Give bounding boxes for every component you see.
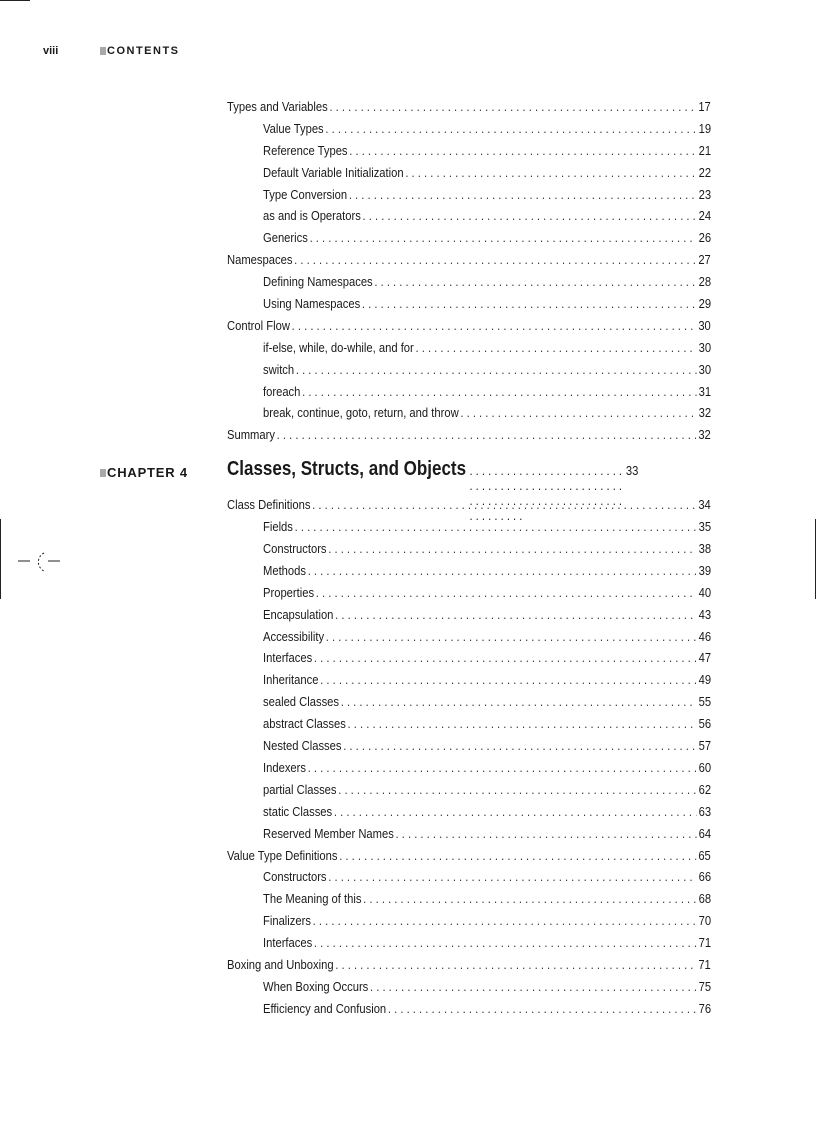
chapter-heading[interactable] [107,458,711,488]
shaded-bullet-icon [100,469,106,477]
toc-subentry[interactable] [263,337,711,359]
toc-entry-label: Reserved Member Names [263,825,394,841]
toc-entry-page: 64 [698,825,712,841]
dot-leader [349,140,696,162]
toc-entry-label: The Meaning of this [263,891,362,907]
chapter-spacer [227,446,711,458]
dot-leader [292,315,696,337]
toc-entry-page: 62 [698,781,712,797]
dot-leader [314,932,696,954]
toc-entry-label: Value Type Definitions [227,847,338,863]
toc-entry-page: 76 [698,1000,712,1016]
dot-leader [338,779,696,801]
toc-entry-page: 75 [698,978,712,994]
toc-entry-page: 23 [698,186,712,202]
toc-subentry[interactable] [263,140,711,162]
toc-subentry[interactable] [263,757,711,779]
dot-leader [370,976,696,998]
dot-leader [335,604,696,626]
toc-subentry[interactable] [263,162,711,184]
dot-leader [326,626,696,648]
toc-entry-label: Finalizers [263,913,311,929]
toc-entry-page: 22 [698,164,712,180]
toc-entry[interactable] [227,845,711,867]
toc-entry-label: When Boxing Occurs [263,978,369,994]
toc-entry-label: Class Definitions [227,497,311,513]
toc-subentry[interactable] [263,910,711,932]
toc-entry-page: 68 [698,891,712,907]
dot-leader [460,402,696,424]
toc-entry-label: Nested Classes [263,738,342,754]
chapter-number: CHAPTER 4 [107,465,188,481]
toc-entry-label: switch [263,361,295,377]
toc-subentry[interactable] [263,823,711,845]
dot-leader [343,735,696,757]
toc-subentry[interactable] [263,402,711,424]
toc-entry-page: 55 [698,694,712,710]
toc-entry-page: 46 [698,628,712,644]
toc-entry-page: 21 [698,142,712,158]
toc-entry-label: foreach [263,383,301,399]
dot-leader [320,669,696,691]
toc-entry-page: 63 [698,803,712,819]
dot-leader [388,998,696,1020]
chapter-title: Classes, Structs, and Objects [227,458,467,481]
toc-entry-page: 57 [698,738,712,754]
toc-entry-label: as and is Operators [263,208,361,224]
crop-mark-top [0,0,30,1]
toc-entry-label: Inheritance [263,672,319,688]
toc-entry-label: Interfaces [263,935,313,951]
dot-leader [313,910,696,932]
toc-entry[interactable] [227,96,711,118]
toc-entry-page: 30 [698,361,712,377]
toc-entry-page: 39 [698,562,712,578]
toc-subentry[interactable] [263,604,711,626]
toc-entry-label: Reference Types [263,142,348,158]
toc-entry-label: Encapsulation [263,606,334,622]
toc-subentry[interactable] [263,626,711,648]
chapter-label [100,465,188,480]
toc-entry-label: if-else, while, do-while, and for [263,339,414,355]
toc-entry-label: Methods [263,562,307,578]
crop-line-left [0,519,1,599]
toc-entry-label: Efficiency and Confusion [263,1000,387,1016]
shaded-bullet-icon [100,47,106,55]
toc-subentry[interactable] [263,735,711,757]
toc-subentry[interactable] [263,227,711,249]
toc-entry-page: 43 [698,606,712,622]
toc-entry[interactable] [227,315,711,337]
dot-leader [296,359,696,381]
toc-entry-label: Properties [263,584,315,600]
toc-entry-page: 27 [698,252,711,268]
dot-leader [339,845,696,867]
toc-subentry[interactable] [263,359,711,381]
dot-leader [334,801,696,823]
toc-entry-page: 65 [698,847,711,863]
toc-entry-page: 40 [698,584,712,600]
toc-entry-page: 19 [698,120,712,136]
toc-subentry[interactable] [263,516,711,538]
toc-entry-page: 71 [698,935,712,951]
dot-leader [312,494,696,516]
toc-entry-label: Constructors [263,541,327,557]
toc-entry-page: 17 [698,99,711,114]
dot-leader [363,888,696,910]
toc-entry-label: sealed Classes [263,694,340,710]
page-number: viii [43,45,59,57]
table-of-contents [107,96,712,1020]
dot-leader [314,647,696,669]
dot-leader [349,184,696,206]
dot-leader [362,293,696,315]
toc-subentry[interactable] [263,271,711,293]
dot-leader [415,337,696,359]
dot-leader [374,271,696,293]
toc-subentry[interactable] [263,998,711,1020]
toc-entry-page: 32 [698,427,711,443]
toc-entry-page: 32 [698,405,712,421]
running-head [43,44,180,58]
dot-leader [316,582,696,604]
toc-entry-label: Value Types [263,120,324,136]
dot-leader [328,538,696,560]
toc-subentry[interactable] [263,801,711,823]
toc-entry-page: 30 [698,317,711,333]
toc-entry-label: Type Conversion [263,186,348,202]
toc-entry-page: 70 [698,913,712,929]
dot-leader [308,757,696,779]
toc-entry-page: 26 [698,230,712,246]
dot-leader [325,118,696,140]
toc-entry-page: 35 [698,519,712,535]
toc-entry-label: Fields [263,519,293,535]
dot-leader [329,96,695,118]
toc-entry-page: 30 [698,339,712,355]
dot-leader [308,560,696,582]
toc-entry-label: abstract Classes [263,716,346,732]
dot-leader [348,713,697,735]
toc-subentry[interactable] [263,779,711,801]
toc-subentry[interactable] [263,205,711,227]
toc-subentry[interactable] [263,932,711,954]
toc-entry-label: static Classes [263,803,333,819]
toc-entry-label: Control Flow [227,317,290,333]
dot-leader [328,866,696,888]
toc-entry-label: break, continue, goto, return, and throw [263,405,459,421]
toc-entry-page: 60 [698,759,712,775]
toc-subentry[interactable] [263,293,711,315]
toc-subentry[interactable] [263,888,711,910]
dot-leader [341,691,696,713]
toc-entry-page: 24 [698,208,712,224]
toc-entry-label: Namespaces [227,252,293,268]
toc-entry-page: 49 [698,672,712,688]
dot-leader [405,162,696,184]
toc-subentry[interactable] [263,538,711,560]
chapter-page: 33 [625,463,639,479]
dot-leader [277,424,696,446]
dot-leader [302,381,696,403]
toc-entry-label: Interfaces [263,650,313,666]
toc-entry-label: partial Classes [263,781,337,797]
registration-mark-icon [18,549,62,579]
toc-subentry[interactable] [263,184,711,206]
toc-entry[interactable] [227,424,711,446]
section-title: CONTENTS [107,45,180,57]
dot-leader [294,249,696,271]
dot-leader [295,516,696,538]
toc-entry[interactable] [227,494,711,516]
toc-entry-label: Constructors [263,869,327,885]
toc-entry-label: Default Variable Initialization [263,164,404,180]
toc-entry[interactable] [227,954,711,976]
dot-leader [335,954,696,976]
toc-entry[interactable] [227,249,711,271]
toc-entry-label: Defining Namespaces [263,274,373,290]
toc-subentry[interactable] [263,669,711,691]
toc-subentry[interactable] [263,866,711,888]
toc-subentry[interactable] [263,381,711,403]
dot-leader [363,205,697,227]
toc-entry-page: 34 [698,497,711,513]
toc-entry-page: 56 [698,716,712,732]
toc-entry-page: 66 [698,869,712,885]
toc-subentry[interactable] [263,118,711,140]
toc-entry-page: 28 [698,274,712,290]
toc-subentry[interactable] [263,560,711,582]
toc-subentry[interactable] [263,582,711,604]
toc-subentry[interactable] [263,691,711,713]
dot-leader [310,227,697,249]
toc-subentry[interactable] [263,976,711,998]
toc-entry-label: Using Namespaces [263,296,361,312]
toc-entry-label: Accessibility [263,628,325,644]
toc-section-chapter-3 [227,96,711,446]
toc-entry-page: 29 [698,296,712,312]
toc-entry-page: 47 [698,650,712,666]
toc-entry-label: Boxing and Unboxing [227,956,334,972]
dot-leader [396,823,697,845]
toc-entry-label: Summary [227,427,275,443]
toc-subentry[interactable] [263,713,711,735]
toc-entry-page: 38 [698,541,712,557]
toc-entry-label: Indexers [263,759,307,775]
toc-entry-label: Types and Variables [227,99,328,114]
toc-entry-label: Generics [263,230,308,246]
toc-section-chapter-4 [227,494,711,1019]
toc-entry-page: 31 [698,383,712,399]
toc-subentry[interactable] [263,647,711,669]
toc-entry-page: 71 [698,956,711,972]
